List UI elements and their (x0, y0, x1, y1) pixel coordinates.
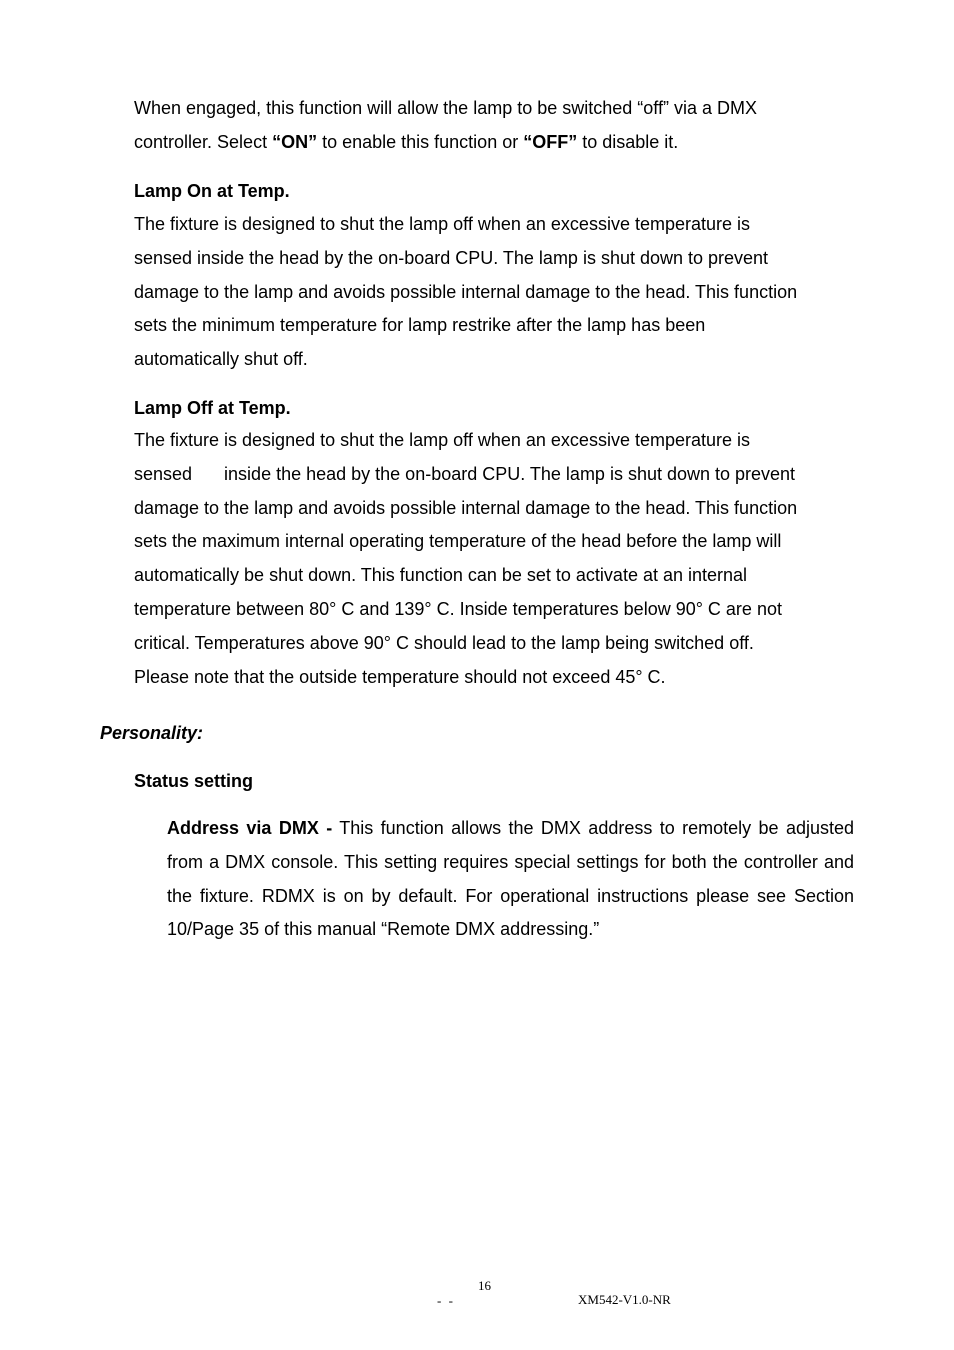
on-keyword: “ON” (272, 131, 318, 152)
page-number-dashes: - - (437, 1293, 455, 1308)
intro-line-1: When engaged, this function will allow the lamp to be switched “off” via a DMX (134, 98, 757, 118)
lamp-on-paragraph (134, 208, 854, 377)
address-via-dmx-paragraph (167, 812, 854, 947)
lamp-on-line: damage to the lamp and avoids possible internal damage to the head. This function (134, 281, 798, 302)
off-keyword: “OFF” (523, 131, 578, 152)
lamp-off-paragraph (134, 424, 854, 694)
personality-title: Personality: (100, 723, 204, 743)
lamp-off-line: damage to the lamp and avoids possible internal damage to the head. This function (134, 497, 798, 518)
lamp-off-line: sets the maximum internal operating temperature of the head before the lamp will (134, 531, 782, 552)
document-id: XM542-V1.0-NR (578, 1292, 671, 1307)
lamp-on-line: sensed inside the head by the on-board CPU. The lamp is shut down to prevent (134, 247, 769, 268)
lamp-on-line: automatically shut off. (134, 349, 308, 370)
lamp-off-line: sensed inside the head by the on-board CPU. The lamp is shut down to prevent (134, 463, 796, 484)
status-setting-heading: Status setting (134, 771, 254, 791)
lamp-off-line: The fixture is designed to shut the lamp off when an excessive temperature is (134, 430, 750, 450)
lamp-off-line: Please note that the outside temperature should not exceed 45° C. (134, 666, 666, 687)
lamp-off-line: critical. Temperatures above 90° C should lead to the lamp being switched off. (134, 632, 754, 653)
intro-paragraph (134, 92, 854, 160)
lamp-off-line: automatically be shut down. This function can be set to activate at an internal (134, 565, 748, 586)
lamp-off-line: temperature between 80° C and 139° C. Inside temperatures below 90° C are not (134, 598, 782, 619)
address-via-dmx-text: This function allows the DMX address to remotely be adjusted from a DMX console. This setting requires special settings for both the controller and the fixture. RDMX is on by default. For operational instructions please see Section 10/Page 35 of this manual “Remote DMX addressing.” (167, 818, 855, 940)
lamp-on-heading: Lamp On at Temp. (134, 181, 290, 201)
lamp-on-line: sets the minimum temperature for lamp restrike after the lamp has been (134, 315, 706, 336)
intro-line-2: controller. Select “ON” to enable this function or “OFF” to disable it. (134, 131, 679, 152)
lamp-off-heading: Lamp Off at Temp. (134, 398, 291, 418)
page-number: 16 (478, 1278, 491, 1293)
address-via-dmx-label: Address via DMX - (167, 818, 333, 838)
lamp-on-line: The fixture is designed to shut the lamp off when an excessive temperature is (134, 214, 750, 234)
